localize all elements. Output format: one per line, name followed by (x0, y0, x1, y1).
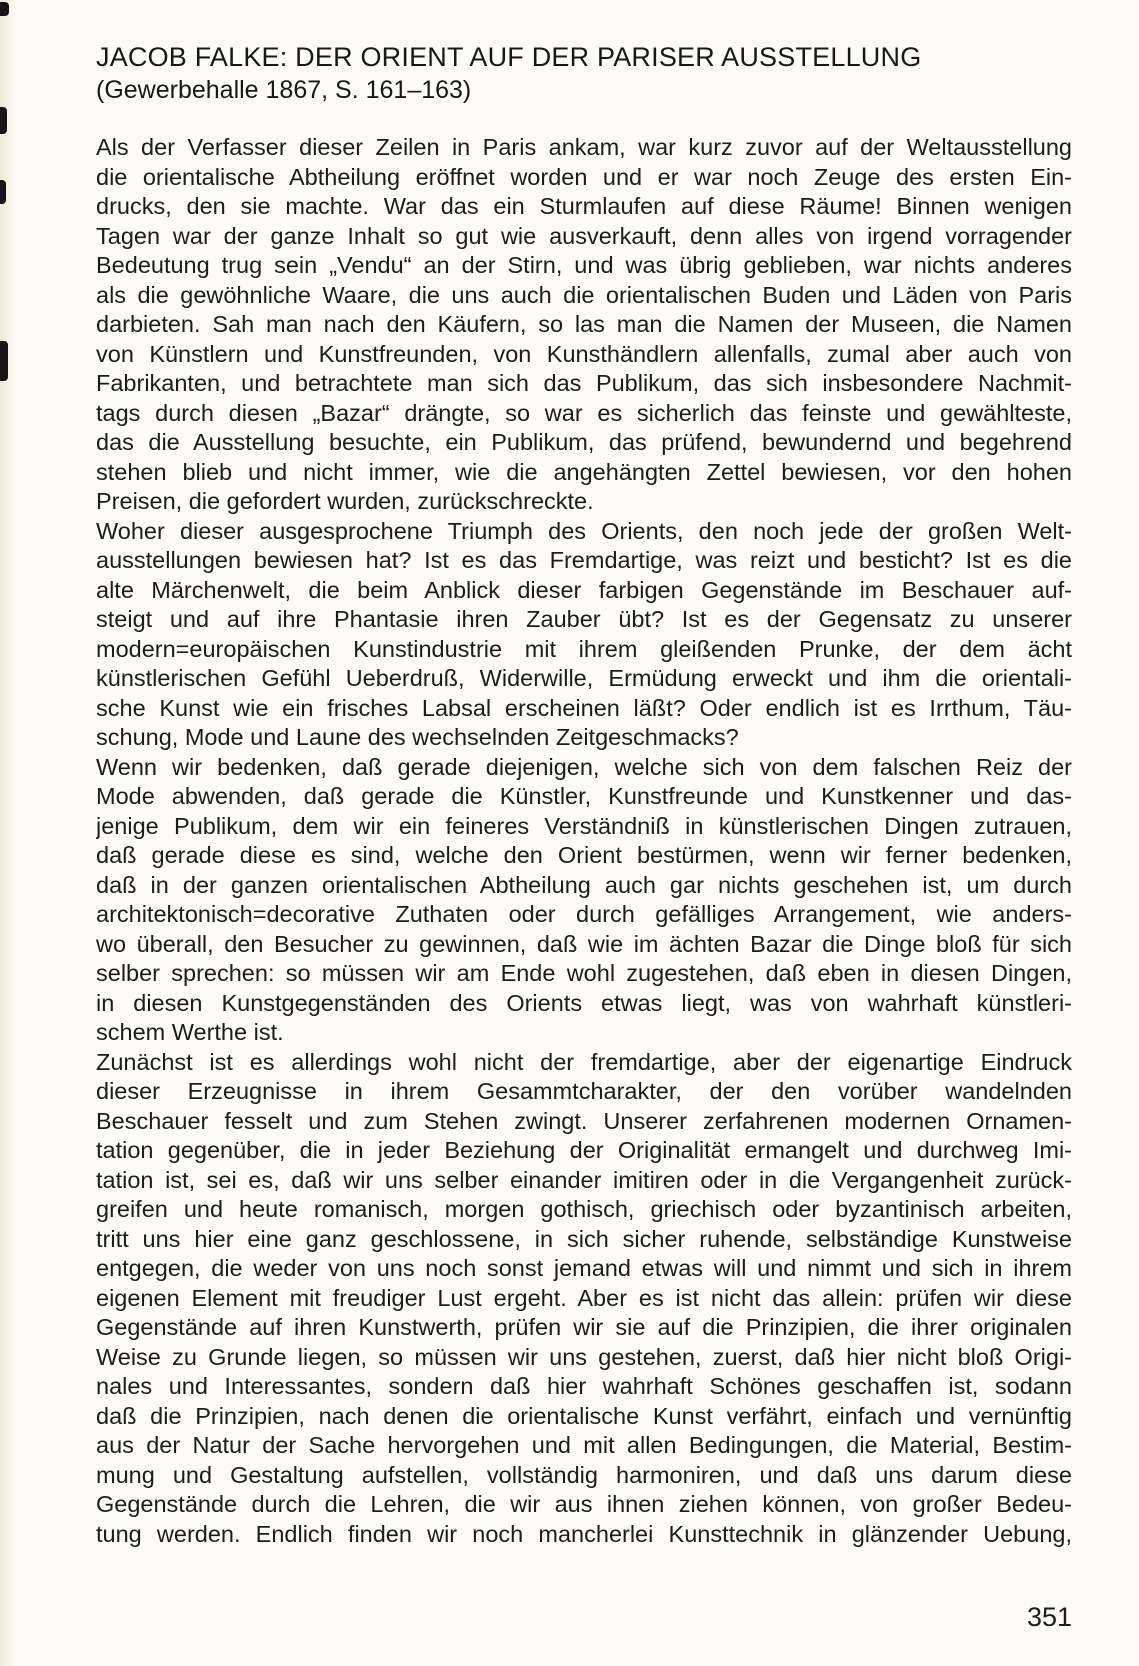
text-line: schung, Mode und Laune des wechselnden Zeitgeschmacks? (96, 724, 739, 750)
scan-mark (0, 107, 7, 134)
text-line: stehen blieb und nicht immer, wie die angehängten Zettel bewiesen, vor den hohen (96, 458, 1072, 485)
text-line: Woher dieser ausgesprochene Triumph des Orients, den noch jede der großen Welt- (96, 517, 1072, 544)
text-line: drucks, den sie machte. War das ein Sturmlaufen auf diese Räume! Binnen wenigen (96, 193, 1072, 219)
text-line: Gegenstände auf ihren Kunstwerth, prüfen wir sie auf die Prinzipien, die ihrer originalen (96, 1314, 1072, 1340)
text-line: tation ist, sei es, daß wir uns selber einander imitiren oder in die Vergangenheit zurück- (96, 1166, 1072, 1193)
text-line: tags durch diesen „Bazar“ drängte, so war es sicherlich das feinste und gewählteste, (96, 399, 1072, 426)
text-line: Fabrikanten, und betrachtete man sich das Publikum, das sich insbesondere Nachmit- (96, 370, 1072, 396)
text-line: greifen und heute romanisch, morgen gothisch, griechisch oder byzantinisch arbeiten, (96, 1196, 1072, 1222)
article-text (96, 133, 1072, 1549)
text-line: ausstellungen bewiesen hat? Ist es das Fremdartige, was reizt und besticht? Ist es die (96, 547, 1072, 573)
scan-mark (0, 2, 9, 16)
text-line: daß in der ganzen orientalischen Abtheilung auch gar nichts geschehen ist, um durch (96, 871, 1072, 898)
text-line: von Künstlern und Kunstfreunden, von Kunsthändlern allenfalls, zumal aber auch von (96, 340, 1072, 367)
text-line: künstlerischen Gefühl Ueberdruß, Widerwille, Ermüdung erweckt und ihm die orientali- (96, 665, 1072, 691)
text-line: Wenn wir bedenken, daß gerade diejenigen, welche sich von dem falschen Reiz der (96, 753, 1072, 780)
text-line: Weise zu Grunde liegen, so müssen wir uns gestehen, zuerst, daß hier nicht bloß Origi- (96, 1343, 1072, 1370)
text-line: steigt und auf ihre Phantasie ihren Zauber übt? Ist es der Gegensatz zu unserer (96, 606, 1072, 632)
text-line: mung und Gestaltung aufstellen, vollständig harmoniren, und daß uns darum diese (96, 1461, 1072, 1488)
text-line: Tagen war der ganze Inhalt so gut wie ausverkauft, denn alles von irgend vorragender (96, 222, 1072, 249)
text-line: in diesen Kunstgegenständen des Orients etwas liegt, was von wahrhaft künstleri- (96, 989, 1072, 1016)
text-line: Beschauer fesselt und zum Stehen zwingt. Unserer zerfahrenen modernen Ornamen- (96, 1107, 1072, 1134)
text-line: Als der Verfasser dieser Zeilen in Paris ankam, war kurz zuvor auf der Weltausstellung (96, 134, 1072, 160)
text-line: tung werden. Endlich finden wir noch mancherlei Kunsttechnik in glänzender Uebung, (96, 1520, 1072, 1547)
scan-mark (0, 180, 6, 204)
page-number: 351 (1026, 1602, 1072, 1632)
text-line: daß die Prinzipien, nach denen die orientalische Kunst verfährt, einfach und vernünftig (96, 1402, 1072, 1429)
page-subtitle: (Gewerbehalle 1867, S. 161–163) (96, 76, 472, 104)
text-line: aus der Natur der Sache hervorgehen und mit allen Bedingungen, die Material, Bestim- (96, 1432, 1072, 1458)
text-line: entgegen, die weder von uns noch sonst jemand etwas will und nimmt und sich in ihrem (96, 1255, 1072, 1281)
text-line: Preisen, die gefordert wurden, zurückschreckte. (96, 488, 594, 514)
text-line: architektonisch=decorative Zuthaten oder durch gefälliges Arrangement, wie anders- (96, 901, 1072, 927)
page-title: JACOB FALKE: DER ORIENT AUF DER PARISER AUSSTELLUNG (96, 42, 922, 72)
text-line: nales und Interessantes, sondern daß hier wahrhaft Schönes geschaffen ist, sodann (96, 1373, 1072, 1399)
paragraph (96, 517, 1072, 753)
text-line: Zunächst ist es allerdings wohl nicht der fremdartige, aber der eigenartige Eindruck (96, 1048, 1072, 1075)
text-line: schem Werthe ist. (96, 1019, 284, 1045)
text-line: als die gewöhnliche Waare, die uns auch die orientalischen Buden und Läden von Paris (96, 281, 1072, 308)
text-line: alte Märchenwelt, die beim Anblick dieser farbigen Gegenstände im Beschauer auf- (96, 576, 1072, 603)
text-line: Mode abwenden, daß gerade die Künstler, Kunstfreunde und Kunstkenner und das- (96, 783, 1072, 809)
scan-left-edge-shading (0, 0, 16, 1666)
text-block (96, 40, 1072, 1549)
paragraph (96, 1048, 1072, 1550)
text-line: selber sprechen: so müssen wir am Ende wohl zugestehen, daß eben in diesen Dingen, (96, 960, 1072, 986)
paragraph (96, 753, 1072, 1048)
text-line: dieser Erzeugnisse in ihrem Gesammtcharakter, der den vorüber wandelnden (96, 1078, 1072, 1104)
text-line: jenige Publikum, dem wir ein feineres Verständniß in künstlerischen Dingen zutrauen, (96, 812, 1072, 839)
text-line: eigenen Element mit freudiger Lust ergeht. Aber es ist nicht das allein: prüfen wir diese (96, 1284, 1072, 1311)
text-line: das die Ausstellung besuchte, ein Publikum, das prüfend, bewundernd und begehrend (96, 429, 1072, 455)
text-line: daß gerade diese es sind, welche den Orient bestürmen, wenn wir ferner bedenken, (96, 842, 1072, 868)
text-line: modern=europäischen Kunstindustrie mit ihrem gleißenden Prunke, der dem ächt (96, 635, 1072, 662)
text-line: sche Kunst wie ein frisches Labsal erscheinen läßt? Oder endlich ist es Irrthum, Täu- (96, 694, 1072, 721)
scan-mark (0, 341, 8, 381)
text-line: tritt uns hier eine ganz geschlossene, in sich sicher ruhende, selbständige Kunstweise (96, 1225, 1072, 1252)
text-line: tation gegenüber, die in jeder Beziehung der Originalität ermangelt und durchweg Imi- (96, 1137, 1072, 1163)
text-line: Gegenstände durch die Lehren, die wir aus ihnen ziehen können, von großer Bedeu- (96, 1491, 1072, 1517)
text-line: wo überall, den Besucher zu gewinnen, daß wie im ächten Bazar die Dinge bloß für sich (96, 930, 1072, 957)
text-line: darbieten. Sah man nach den Käufern, so las man die Namen der Museen, die Namen (96, 311, 1072, 337)
text-line: die orientalische Abtheilung eröffnet worden und er war noch Zeuge des ersten Ein- (96, 163, 1072, 190)
text-line: Bedeutung trug sein „Vendu“ an der Stirn, und was übrig geblieben, war nichts anderes (96, 252, 1072, 278)
paragraph (96, 133, 1072, 517)
